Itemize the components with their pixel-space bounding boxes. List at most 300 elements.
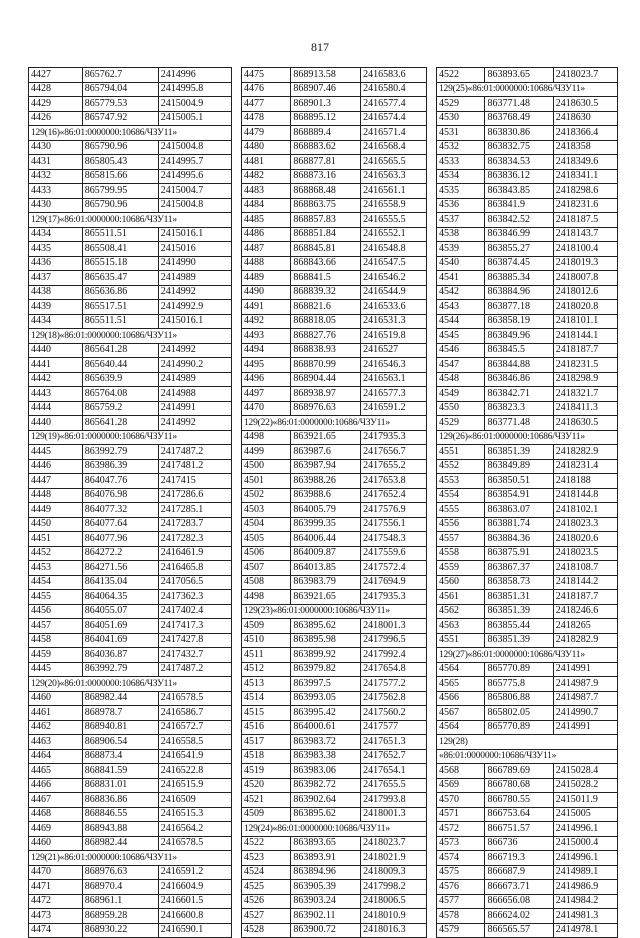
x-coordinate: 868959.28 (82, 909, 158, 924)
y-coordinate: 2418298.9 (553, 372, 617, 387)
table-row (437, 155, 618, 170)
table-row (242, 256, 427, 271)
point-number: 4558 (437, 546, 485, 561)
table-row (437, 909, 618, 924)
x-coordinate: 868846.55 (82, 807, 158, 822)
table-row (242, 213, 427, 228)
x-coordinate: 868907.46 (291, 82, 361, 97)
table-row (242, 590, 427, 605)
table-row (242, 749, 427, 764)
x-coordinate: 868841.5 (291, 271, 361, 286)
x-coordinate: 863834.53 (485, 155, 553, 170)
y-coordinate: 2416541.9 (158, 749, 231, 764)
x-coordinate: 868895.12 (291, 111, 361, 126)
x-coordinate: 864135.04 (82, 575, 158, 590)
table-row (242, 97, 427, 112)
table-row (437, 445, 618, 460)
y-coordinate: 2414978.1 (553, 923, 617, 938)
y-coordinate: 2417652.4 (361, 488, 427, 503)
table-row (29, 909, 232, 924)
x-coordinate: 864077.32 (82, 503, 158, 518)
table-row (437, 894, 618, 909)
y-coordinate: 2416563.3 (361, 169, 427, 184)
point-number: 4496 (242, 372, 291, 387)
y-coordinate: 2418411.3 (553, 401, 617, 416)
y-coordinate: 2417560.2 (361, 706, 427, 721)
y-coordinate: 2416531.3 (361, 314, 427, 329)
table-row (242, 648, 427, 663)
table-row (437, 532, 618, 547)
x-coordinate: 863983.72 (291, 735, 361, 750)
table-row (437, 198, 618, 213)
point-number: 4529 (437, 416, 485, 431)
point-number: 4547 (437, 358, 485, 373)
x-coordinate: 863895.98 (291, 633, 361, 648)
table-row (437, 677, 618, 692)
point-number: 4447 (29, 474, 83, 489)
y-coordinate: 2418282.9 (553, 633, 617, 648)
point-number: 4463 (29, 735, 83, 750)
y-coordinate: 2418358 (553, 140, 617, 155)
table-row (437, 880, 618, 895)
parcel-header-row (242, 416, 427, 431)
point-number: 4529 (437, 97, 485, 112)
table-row (29, 503, 232, 518)
y-coordinate: 2417993.8 (361, 793, 427, 808)
point-number: 4499 (242, 445, 291, 460)
x-coordinate: 866751.57 (485, 822, 553, 837)
table-row (29, 648, 232, 663)
point-number: 4493 (242, 329, 291, 344)
table-row (437, 126, 618, 141)
x-coordinate: 864036.87 (82, 648, 158, 663)
parcel-header-row (29, 329, 232, 344)
y-coordinate: 2416546.2 (361, 271, 427, 286)
table-row (437, 923, 618, 938)
x-coordinate: 868827.76 (291, 329, 361, 344)
parcel-header: 129(17)«86:01:0000000:10686/ЧЗУ11» (29, 213, 232, 228)
point-number: 4445 (29, 662, 83, 677)
table-row (437, 865, 618, 880)
point-number: 4517 (242, 735, 291, 750)
y-coordinate: 2418321.7 (553, 387, 617, 402)
table-row (29, 807, 232, 822)
point-number: 4570 (437, 793, 485, 808)
point-number: 4515 (242, 706, 291, 721)
table-row (437, 401, 618, 416)
point-number: 4571 (437, 807, 485, 822)
x-coordinate: 865641.28 (82, 343, 158, 358)
x-coordinate: 865635.47 (82, 271, 158, 286)
y-coordinate: 2416577.3 (361, 387, 427, 402)
x-coordinate: 863846.86 (485, 372, 553, 387)
y-coordinate: 2416519.8 (361, 329, 427, 344)
point-number: 4537 (437, 213, 485, 228)
table-row (29, 517, 232, 532)
parcel-header-row (29, 851, 232, 866)
point-number: 4435 (29, 242, 83, 257)
table-row (437, 343, 618, 358)
y-coordinate: 2417282.3 (158, 532, 231, 547)
point-number: 4576 (437, 880, 485, 895)
table-row (242, 227, 427, 242)
point-number: 4553 (437, 474, 485, 489)
point-number: 4497 (242, 387, 291, 402)
table-row (242, 111, 427, 126)
y-coordinate: 2417996.5 (361, 633, 427, 648)
y-coordinate: 2416563.1 (361, 372, 427, 387)
y-coordinate: 2416522.8 (158, 764, 231, 779)
x-coordinate: 863874.45 (485, 256, 553, 271)
point-number: 4542 (437, 285, 485, 300)
point-number: 4449 (29, 503, 83, 518)
x-coordinate: 865515.18 (82, 256, 158, 271)
y-coordinate: 2417653.8 (361, 474, 427, 489)
x-coordinate: 863988.26 (291, 474, 361, 489)
point-number: 4468 (29, 807, 83, 822)
point-number: 4494 (242, 343, 291, 358)
x-coordinate: 868841.59 (82, 764, 158, 779)
x-coordinate: 863850.51 (485, 474, 553, 489)
point-number: 4524 (242, 865, 291, 880)
x-coordinate: 863768.49 (485, 111, 553, 126)
table-row (29, 111, 232, 126)
point-number: 4428 (29, 82, 83, 97)
table-row (29, 691, 232, 706)
y-coordinate: 2416533.6 (361, 300, 427, 315)
table-row (437, 213, 618, 228)
point-number: 4569 (437, 778, 485, 793)
point-number: 4465 (29, 764, 83, 779)
point-number: 4559 (437, 561, 485, 576)
point-number: 4482 (242, 169, 291, 184)
x-coordinate: 864272.2 (82, 546, 158, 561)
point-number: 4509 (242, 619, 291, 634)
x-coordinate: 868843.66 (291, 256, 361, 271)
table-row (437, 285, 618, 300)
x-coordinate: 868976.63 (291, 401, 361, 416)
point-number: 4456 (29, 604, 83, 619)
point-number: 4535 (437, 184, 485, 199)
table-row (437, 358, 618, 373)
y-coordinate: 2417998.2 (361, 880, 427, 895)
point-number: 4464 (29, 749, 83, 764)
point-number: 4498 (242, 590, 291, 605)
x-coordinate: 863849.96 (485, 329, 553, 344)
table-row (242, 314, 427, 329)
y-coordinate: 2418187.7 (553, 343, 617, 358)
y-coordinate: 2414990 (158, 256, 231, 271)
point-number: 4555 (437, 503, 485, 518)
table-row (437, 851, 618, 866)
table-row (29, 445, 232, 460)
y-coordinate: 2414991 (158, 401, 231, 416)
table-row (29, 749, 232, 764)
x-coordinate: 868839.32 (291, 285, 361, 300)
y-coordinate: 2414989 (158, 372, 231, 387)
table-row (437, 459, 618, 474)
point-number: 4522 (437, 68, 485, 83)
x-coordinate: 863893.65 (291, 836, 361, 851)
coordinate-table (436, 67, 618, 938)
table-row (29, 546, 232, 561)
y-coordinate: 2417487.2 (158, 445, 231, 460)
x-coordinate: 866736 (485, 836, 553, 851)
x-coordinate: 866656.08 (485, 894, 553, 909)
x-coordinate: 863771.48 (485, 416, 553, 431)
table-row (29, 604, 232, 619)
coordinate-column-2 (241, 67, 427, 938)
x-coordinate: 868873.4 (82, 749, 158, 764)
x-coordinate: 868978.7 (82, 706, 158, 721)
point-number: 4446 (29, 459, 83, 474)
parcel-header-row (29, 126, 232, 141)
y-coordinate: 2418108.7 (553, 561, 617, 576)
point-number: 4543 (437, 300, 485, 315)
y-coordinate: 2414995.6 (158, 169, 231, 184)
y-coordinate: 2416565.5 (361, 155, 427, 170)
x-coordinate: 864271.56 (82, 561, 158, 576)
y-coordinate: 2414996.1 (553, 851, 617, 866)
y-coordinate: 2414988 (158, 387, 231, 402)
point-number: 4520 (242, 778, 291, 793)
x-coordinate: 868831.01 (82, 778, 158, 793)
x-coordinate: 868870.99 (291, 358, 361, 373)
parcel-header: 129(18)«86:01:0000000:10686/ЧЗУ11» (29, 329, 232, 344)
x-coordinate: 868930.22 (82, 923, 158, 938)
table-row (242, 677, 427, 692)
point-number: 4514 (242, 691, 291, 706)
x-coordinate: 863900.72 (291, 923, 361, 938)
y-coordinate: 2418010.9 (361, 909, 427, 924)
y-coordinate: 2418021.9 (361, 851, 427, 866)
x-coordinate: 868889.4 (291, 126, 361, 141)
x-coordinate: 863863.07 (485, 503, 553, 518)
x-coordinate: 863823.3 (485, 401, 553, 416)
point-number: 4556 (437, 517, 485, 532)
y-coordinate: 2417577.2 (361, 677, 427, 692)
x-coordinate: 863987.94 (291, 459, 361, 474)
y-coordinate: 2418187.5 (553, 213, 617, 228)
y-coordinate: 2414984.2 (553, 894, 617, 909)
x-coordinate: 865770.89 (485, 662, 553, 677)
point-number: 4528 (242, 923, 291, 938)
y-coordinate: 2417694.9 (361, 575, 427, 590)
x-coordinate: 864055.07 (82, 604, 158, 619)
point-number: 4470 (29, 865, 83, 880)
x-coordinate: 865770.89 (485, 720, 553, 735)
table-row (29, 314, 232, 329)
y-coordinate: 2418143.7 (553, 227, 617, 242)
point-number: 4426 (29, 111, 83, 126)
table-row (242, 126, 427, 141)
parcel-header: 129(24)«86:01:0000000:10686/ЧЗУ11» (242, 822, 427, 837)
point-number: 4521 (242, 793, 291, 808)
y-coordinate: 2416578.5 (158, 836, 231, 851)
x-coordinate: 868940.81 (82, 720, 158, 735)
y-coordinate: 2416558.9 (361, 198, 427, 213)
point-number: 4489 (242, 271, 291, 286)
point-number: 4481 (242, 155, 291, 170)
y-coordinate: 2418012.6 (553, 285, 617, 300)
x-coordinate: 863893.65 (485, 68, 553, 83)
table-row (29, 720, 232, 735)
table-row (242, 343, 427, 358)
point-number: 4483 (242, 184, 291, 199)
y-coordinate: 2414995.8 (158, 82, 231, 97)
y-coordinate: 2415016 (158, 242, 231, 257)
table-row (29, 619, 232, 634)
x-coordinate: 865799.95 (82, 184, 158, 199)
y-coordinate: 2417656.7 (361, 445, 427, 460)
point-number: 4433 (29, 184, 83, 199)
x-coordinate: 863895.62 (291, 619, 361, 634)
y-coordinate: 2418630.5 (553, 97, 617, 112)
table-row (242, 575, 427, 590)
point-number: 4430 (29, 140, 83, 155)
x-coordinate: 863881.74 (485, 517, 553, 532)
table-row (29, 68, 232, 83)
point-number: 4552 (437, 459, 485, 474)
table-row (29, 735, 232, 750)
table-row (29, 358, 232, 373)
point-number: 4451 (29, 532, 83, 547)
point-number: 4478 (242, 111, 291, 126)
parcel-header-row (29, 213, 232, 228)
x-coordinate: 864009.87 (291, 546, 361, 561)
y-coordinate: 2416548.8 (361, 242, 427, 257)
parcel-header: 129(28) (437, 735, 618, 750)
table-row (242, 155, 427, 170)
table-row (29, 633, 232, 648)
y-coordinate: 2414991 (553, 662, 617, 677)
y-coordinate: 2418366.4 (553, 126, 617, 141)
table-row (242, 633, 427, 648)
y-coordinate: 2418246.6 (553, 604, 617, 619)
x-coordinate: 866780.68 (485, 778, 553, 793)
parcel-header-row (437, 749, 618, 764)
table-row (29, 285, 232, 300)
y-coordinate: 2417286.6 (158, 488, 231, 503)
table-row (242, 691, 427, 706)
x-coordinate: 865517.51 (82, 300, 158, 315)
y-coordinate: 2417651.3 (361, 735, 427, 750)
y-coordinate: 2417992.4 (361, 648, 427, 663)
table-row (242, 662, 427, 677)
x-coordinate: 868818.05 (291, 314, 361, 329)
point-number: 4510 (242, 633, 291, 648)
point-number: 4536 (437, 198, 485, 213)
y-coordinate: 2417652.7 (361, 749, 427, 764)
y-coordinate: 2416515.9 (158, 778, 231, 793)
table-row (29, 706, 232, 721)
x-coordinate: 864077.96 (82, 532, 158, 547)
y-coordinate: 2418231.4 (553, 459, 617, 474)
y-coordinate: 2418007.8 (553, 271, 617, 286)
y-coordinate: 2417432.7 (158, 648, 231, 663)
table-row (29, 227, 232, 242)
table-row (242, 198, 427, 213)
table-row (29, 764, 232, 779)
x-coordinate: 868976.63 (82, 865, 158, 880)
page-number: 817 (311, 40, 329, 54)
point-number: 4538 (437, 227, 485, 242)
point-number: 4518 (242, 749, 291, 764)
point-number: 4492 (242, 314, 291, 329)
x-coordinate: 863842.52 (485, 213, 553, 228)
point-number: 4577 (437, 894, 485, 909)
point-number: 4568 (437, 764, 485, 779)
table-row (242, 358, 427, 373)
parcel-header-row (437, 735, 618, 750)
point-number: 4564 (437, 720, 485, 735)
point-number: 4508 (242, 575, 291, 590)
point-number: 4531 (437, 126, 485, 141)
y-coordinate: 2415000.4 (553, 836, 617, 851)
x-coordinate: 863884.96 (485, 285, 553, 300)
table-row (437, 169, 618, 184)
point-number: 4530 (437, 111, 485, 126)
table-row (437, 256, 618, 271)
point-number: 4466 (29, 778, 83, 793)
y-coordinate: 2416515.3 (158, 807, 231, 822)
point-number: 4557 (437, 532, 485, 547)
y-coordinate: 2418231.6 (553, 198, 617, 213)
x-coordinate: 863855.27 (485, 242, 553, 257)
coordinate-column-1 (28, 67, 232, 938)
point-number: 4443 (29, 387, 83, 402)
table-row (437, 97, 618, 112)
y-coordinate: 2415011.9 (553, 793, 617, 808)
y-coordinate: 2417556.1 (361, 517, 427, 532)
point-number: 4512 (242, 662, 291, 677)
y-coordinate: 2414995.7 (158, 155, 231, 170)
x-coordinate: 864041.69 (82, 633, 158, 648)
x-coordinate: 865759.2 (82, 401, 158, 416)
point-number: 4578 (437, 909, 485, 924)
parcel-header: 129(23)«86:01:0000000:10686/ЧЗУ11» (242, 604, 427, 619)
table-row (242, 619, 427, 634)
y-coordinate: 2415016.1 (158, 227, 231, 242)
x-coordinate: 863885.34 (485, 271, 553, 286)
y-coordinate: 2418023.7 (553, 68, 617, 83)
x-coordinate: 865762.7 (82, 68, 158, 83)
y-coordinate: 2417487.2 (158, 662, 231, 677)
point-number: 4548 (437, 372, 485, 387)
y-coordinate: 2417562.8 (361, 691, 427, 706)
point-number: 4491 (242, 300, 291, 315)
x-coordinate: 865815.66 (82, 169, 158, 184)
x-coordinate: 864047.76 (82, 474, 158, 489)
point-number: 4507 (242, 561, 291, 576)
point-number: 4467 (29, 793, 83, 808)
point-number: 4540 (437, 256, 485, 271)
table-row (242, 459, 427, 474)
y-coordinate: 2416546.3 (361, 358, 427, 373)
x-coordinate: 868857.83 (291, 213, 361, 228)
point-number: 4471 (29, 880, 83, 895)
parcel-header-row (437, 82, 618, 97)
y-coordinate: 2418282.9 (553, 445, 617, 460)
y-coordinate: 2415028.2 (553, 778, 617, 793)
table-row (437, 68, 618, 83)
x-coordinate: 866719.3 (485, 851, 553, 866)
y-coordinate: 2417402.4 (158, 604, 231, 619)
x-coordinate: 863921.65 (291, 430, 361, 445)
y-coordinate: 2417427.8 (158, 633, 231, 648)
table-row (437, 822, 618, 837)
x-coordinate: 863842.71 (485, 387, 553, 402)
